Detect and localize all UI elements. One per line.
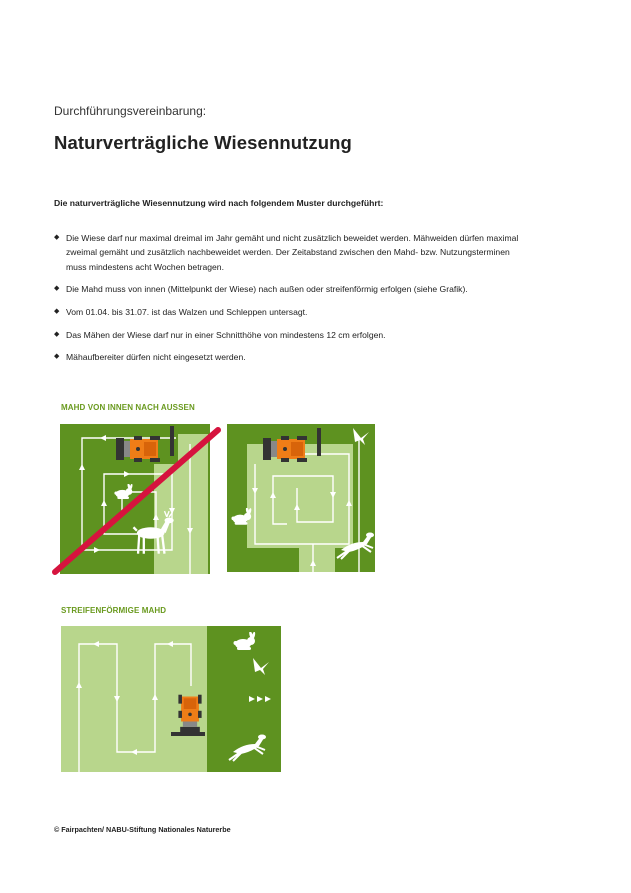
rule-item: [54, 350, 524, 364]
diamond-bullet-icon: ◆: [54, 353, 60, 361]
diagram-inner-outer-wrong: [60, 424, 210, 574]
diamond-bullet-icon: ◆: [54, 234, 60, 241]
diamond-bullet-icon: ◆: [54, 285, 60, 293]
intro-text: Die naturverträgliche Wiesennutzung wird nach folgendem Muster durchgeführt:: [54, 198, 384, 208]
rule-item: [54, 231, 524, 274]
tractor-icon: [116, 436, 160, 462]
rule-item: [54, 328, 524, 342]
rule-text: Vom 01.04. bis 31.07. ist das Walzen und Schleppen untersagt.: [66, 307, 308, 317]
mower-bar: [317, 428, 321, 456]
diamond-bullet-icon: ◆: [54, 330, 60, 338]
rules-list: [54, 231, 524, 373]
mown-strip: [299, 548, 335, 572]
section-heading-strip: STREIFENFÖRMIGE MAHD: [61, 606, 167, 615]
rule-text: Mähaufbereiter dürfen nicht eingesetzt werden.: [66, 352, 246, 363]
diagram-strip-mowing: [61, 626, 281, 772]
mower-bar: [171, 732, 205, 736]
footer-credit: © Fairpachten/ NABU-Stiftung Nationales Naturerbe: [54, 825, 231, 834]
tractor-icon: [263, 436, 307, 462]
rule-item: [54, 305, 524, 319]
rule-text: Das Mähen der Wiese darf nur in einer Schnitthöhe von mindestens 12 cm erfolgen.: [66, 329, 386, 340]
mower-bar: [170, 426, 174, 456]
section-heading-inner-outer: MAHD VON INNEN NACH AUSSEN: [61, 403, 195, 412]
tractor-icon: [178, 695, 201, 734]
diamond-bullet-icon: ◆: [54, 308, 60, 315]
rule-text: Die Wiese darf nur maximal dreimal im Jahr gemäht und nicht zusätzlich beweidet werden. Mähweiden dürfen maximal zweimal gemäht und zusätzlich nachbeweidet werden. Der Zeitabstand zwischen den Mahd- bzw. Nutzungsterminen muss mindestens acht Wochen betragen.: [66, 233, 519, 272]
diagram-inner-outer-correct: [227, 424, 375, 572]
page-title: Naturverträgliche Wiesennutzung: [54, 132, 352, 153]
rule-text: Die Mahd muss von innen (Mittelpunkt der Wiese) nach außen oder streifenförmig erfolgen (siehe Grafik).: [66, 284, 468, 295]
pretitle: Durchführungsvereinbarung:: [54, 104, 207, 118]
rule-item: [54, 282, 524, 296]
